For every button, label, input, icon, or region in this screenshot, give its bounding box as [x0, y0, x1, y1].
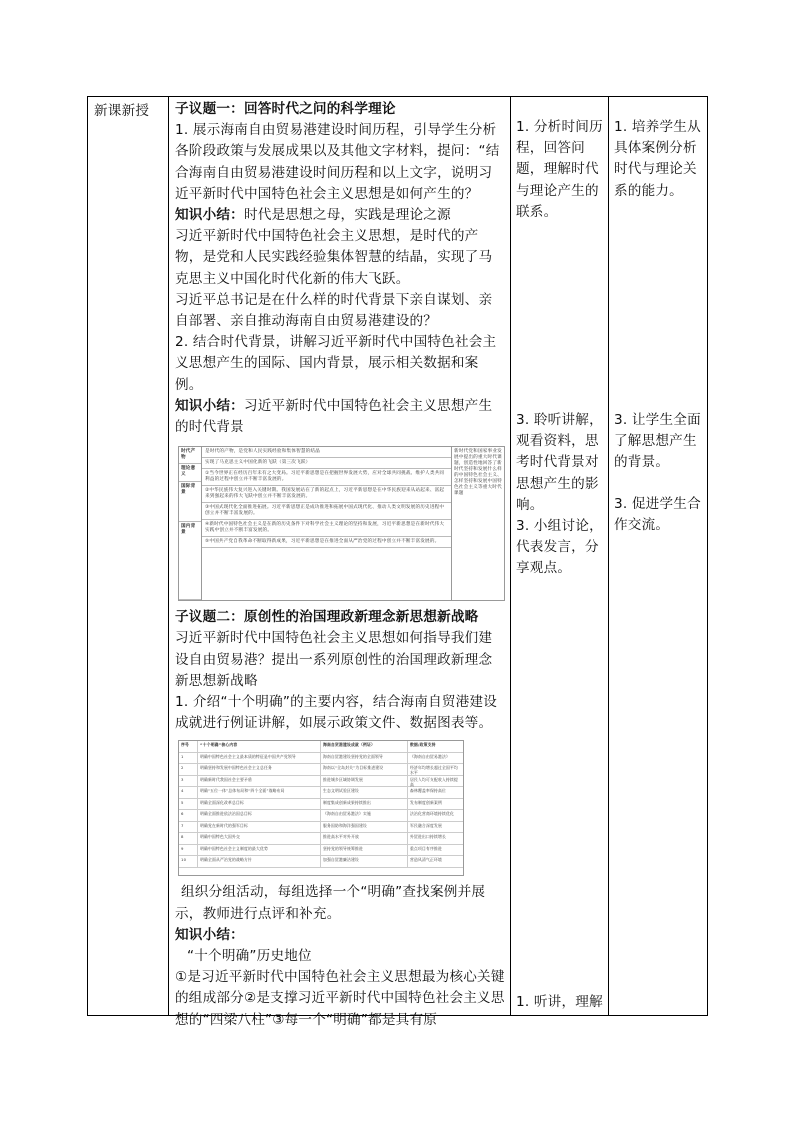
img2-header-cell: 海南自贸港建设成就（例证） [321, 741, 408, 752]
img2-cell: 明确“五位一体”总体布局和“四个全面”战略布局 [198, 787, 321, 798]
img1-right-note: 新时代党和国家事业发展中提出的重大时代课题，创造性地回答了新时代坚持和发展什么样的中国特色社会主义、怎样坚持和发展中国特色社会主义等重大时代课题 [451, 447, 504, 600]
student-activity-1: 1. 分析时间历程，回答问题，理解时代与理论产生的联系。 [516, 119, 603, 220]
img2-row [179, 810, 463, 822]
img2-cell: 明确全面推进依法治国总目标 [198, 810, 321, 821]
img2-cell: 营造风清气正环境 [410, 857, 442, 863]
topic2-history-text: ①是习近平新时代中国特色社会主义思想最为核心关键的组成部分②是支撑习近平新时代中国特色社会主义思想的“四梁八柱”③每一个“明确”都是具有原 [175, 969, 505, 1028]
topic1-summary2 [175, 396, 505, 438]
img2-row [179, 856, 463, 868]
img2-cell: 外贸进出口持续增长 [410, 834, 446, 840]
design-intent-2: 3. 让学生全面了解思想产生的背景。 [614, 412, 701, 471]
img2-cell: 制度集成创新成果持续推出 [321, 799, 408, 810]
img2-cell: 8 [179, 833, 198, 844]
design-intent-3: 3. 促进学生合作交流。 [614, 496, 701, 534]
img2-row [179, 764, 463, 776]
topic2-step1: 1. 介绍“十个明确”的主要内容，结合海南自贸港建设成就进行例证讲解，如展示政策文件、数据图表等。 [175, 694, 498, 732]
stage-cell [88, 97, 169, 1016]
topic2-summary-label: 知识小结： [175, 926, 244, 943]
img2-header-cell: 序号 [179, 741, 198, 752]
student-activity-cell [511, 97, 609, 1016]
img2-header-cell: “十个明确”核心内容 [198, 741, 321, 752]
img2-cell: 海南以“全岛封关”为目标推进建设 [321, 764, 408, 775]
img2-cell: 经济年均增长超过全国平均水平 [410, 765, 458, 776]
summary-text: 时代是思想之母，实践是理论之源 [243, 207, 451, 224]
img2-cell: 明确全面深化改革总目标 [198, 799, 321, 810]
topic1-question: 习近平总书记是在什么样的时代背景下亲自谋划、亲自部署、亲自推动海南自由贸易港建设的？ [175, 291, 493, 330]
img2-cell: 服务国防和海洋强国建设 [321, 822, 408, 833]
topic1-step1: 1. 展示海南自由贸易港建设时间历程，引导学生分析各阶段政策与发展成果以及其他文字材料，提问：“结合海南自由贸易港建设时间历程和以上文字，说明习近平新时代中国特色社会主义思想是如何产生的？ [175, 122, 500, 202]
topic2-title: 子议题二：原创性的治国理政新理念新思想新战略 [175, 609, 479, 626]
img2-cell: 军民融合深度发展 [410, 822, 442, 828]
stage-label: 新课新授 [94, 103, 150, 119]
lesson-plan-table [87, 96, 708, 1028]
design-intent-cell [609, 97, 708, 1016]
img2-cell: 生态文明试验区建设 [321, 787, 408, 798]
ten-clarifications-table-image [178, 740, 464, 876]
topic1-step2: 2. 结合时代背景，讲解习近平新时代中国特色社会主义思想产生的国际、国内背景，展示相关数据和案例。 [175, 334, 497, 393]
img2-cell: 明确新时代我国社会主要矛盾 [198, 776, 321, 787]
img2-cell: 推进高水平对外开放 [321, 833, 408, 844]
img2-cell: 7 [179, 822, 198, 833]
img2-cell: 法治化营商环境持续优化 [410, 811, 454, 817]
img1-row: 是时代的产物，是党和人民实践经验和集体智慧的结晶 [202, 447, 451, 458]
img2-cell: 9 [179, 845, 198, 856]
topic2-intro: 习近平新时代中国特色社会主义思想如何指导我们建设自由贸易港？提出一系列原创性的治国理政新理念新思想新战略 [175, 630, 493, 689]
img2-cell: 居民人均可支配收入持续提高 [410, 776, 458, 787]
img2-cell: 森林覆盖率保持高位 [410, 788, 446, 794]
background-table-image [178, 446, 505, 601]
img2-cell: 海南自贸港建设坚持党的全面领导 [321, 753, 408, 764]
img1-row: ⑤中国共产党自我革命不断取得新成果，习近平新思想是在推进全面从严治党的过程中创立并不断丰富发展的。 [202, 537, 451, 548]
design-intent-1: 1. 培养学生从具体案例分析时代与理论关系的能力。 [614, 119, 701, 199]
img2-row [179, 787, 463, 799]
img2-row [179, 799, 463, 811]
img2-cell: 10 [179, 856, 198, 867]
topic2-activity: 组织分组活动，每组选择一个“明确”查找案例并展示，教师进行点评和补充。 [175, 884, 486, 922]
img2-cell: 《海南自由贸易港法》实施 [321, 810, 408, 821]
img2-cell: 明确中国特色大国外交 [198, 833, 321, 844]
img1-left-label: 国际背景 [179, 482, 201, 522]
img2-cell: 明确党在新时代的强军目标 [198, 822, 321, 833]
img2-cell: 明确全面从严治党的战略方针 [198, 856, 321, 867]
img2-row [179, 776, 463, 788]
img2-cell: 《海南自由贸易港法》 [410, 753, 450, 759]
img1-left-label: 国内背景 [179, 522, 201, 601]
img2-row [179, 753, 463, 765]
img2-cell: 明确中国特色社会主义最本质的特征是中国共产党领导 [198, 753, 321, 764]
img2-row [179, 845, 463, 857]
img2-row [179, 822, 463, 834]
topic2-history-title: “十个明确”历史地位 [187, 948, 312, 965]
img2-cell: 5 [179, 799, 198, 810]
img2-cell: 重点项目有序推进 [410, 845, 442, 851]
student-activity-2: 3. 聆听讲解，观看资料，思考时代背景对思想产生的影响。 [516, 412, 603, 513]
img2-cell: 加强自贸港廉洁建设 [321, 856, 408, 867]
img2-header-cell: 数据/政策支持 [410, 742, 436, 748]
img2-row [179, 833, 463, 845]
img1-row: 实现了马克思主义中国化新的飞跃（第三次飞跃） [202, 458, 451, 469]
img2-cell: 4 [179, 787, 198, 798]
img2-cell: 明确坚持和发展中国特色社会主义总任务 [198, 764, 321, 775]
img1-left-label: 理论意义 [179, 464, 201, 481]
topic1-title: 子议题一：回答时代之问的科学理论 [175, 101, 396, 117]
img1-left-label: 时代产物 [179, 447, 201, 464]
img2-cell: 1 [179, 753, 198, 764]
summary-label: 知识小结： [175, 207, 244, 224]
img2-cell: 坚持党的领导统筹推进 [321, 845, 408, 856]
img2-cell: 2 [179, 764, 198, 775]
img2-cell: 发布制度创新案例 [410, 799, 442, 805]
img2-cell: 明确中国特色社会主义制度的最大优势 [198, 845, 321, 856]
topic1-para2: 习近平新时代中国特色社会主义思想，是时代的产物，是党和人民实践经验集体智慧的结晶，实现了马克思主义中国化时代化新的伟大飞跃。 [175, 228, 493, 287]
img1-row: ①当今世界正在经历百年未有之大变局。习近平新思想是在把握世界发展大势，应对全球共同挑战、维护人类共同利益的过程中创立并不断丰富发展的。 [202, 469, 451, 486]
img1-row: ②中华民族伟大复兴进入关键时期。我国发展站在了新的起点上，习近平新思想是在中华民族迎来从站起来、富起来到强起来的伟大飞跃中创立并不断丰富发展的。 [202, 486, 451, 503]
teacher-activity-cell [169, 97, 511, 1028]
img2-cell: 6 [179, 810, 198, 821]
img2-cell: 3 [179, 776, 198, 787]
img2-cell: 推进城乡区域协调发展 [321, 776, 408, 787]
student-activity-4: 1. 听讲，理解 [516, 994, 603, 1010]
summary-label: 知识小结： [175, 397, 244, 414]
student-activity-3: 3. 小组讨论，代表发言，分享观点。 [516, 518, 603, 577]
img1-row: ③中国式现代化全面推进拓展。习近平新思想正是成功推进和拓展中国式现代化、推动人类文明发展的历史进程中创立并不断丰富发展的。 [202, 503, 451, 520]
summary-text: 习近平新时代中国特色社会主义思想产生的时代背景 [175, 397, 493, 436]
img1-row: ④新时代中国特色社会主义是在新的历史条件下对科学社会主义理论的坚持和发展，习近平新思想是在新时代伟大实践中创立并不断丰富发展的。 [202, 520, 451, 537]
topic1-summary1 [175, 205, 505, 226]
